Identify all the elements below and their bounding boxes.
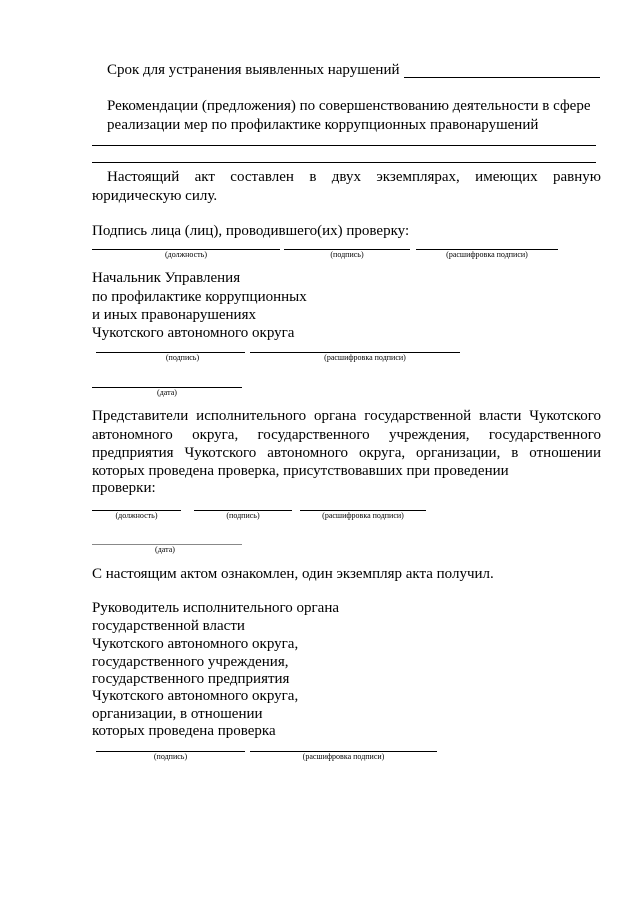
acknowledgement-text: С настоящим актом ознакомлен, один экземпляр акта получил.: [92, 566, 494, 582]
org-head-line-5: государственного предприятия: [92, 671, 290, 687]
department-head-line-2: по профилактике коррупционных: [92, 289, 307, 305]
representatives-line-3: предприятия Чукотского автономного округа, организации, в отношении: [92, 445, 601, 461]
recommendations-line-1: Рекомендации (предложения) по совершенствованию деятельности в сфере: [107, 98, 591, 114]
inspector-heading: Подпись лица (лиц), проводившего(их) проверку:: [92, 223, 410, 239]
org-head-line-7: организации, в отношении: [92, 706, 263, 722]
org-head-line-1: Руководитель исполнительного органа: [92, 600, 340, 616]
recommendations-fill-line-1: [92, 145, 596, 146]
inspector-signature-caption: (подпись): [330, 250, 364, 259]
inspector-decoding-caption: (расшифровка подписи): [446, 250, 528, 259]
representatives-line-2: автономного округа, государственного учреждения, государственного: [92, 427, 601, 443]
recommendations-fill-line-2: [92, 162, 596, 163]
representatives-signature-caption: (подпись): [226, 511, 260, 520]
representatives-decoding-caption: (расшифровка подписи): [322, 511, 404, 520]
deadline-label: Срок для устранения выявленных нарушений: [107, 62, 400, 78]
representatives-line-4: которых проведена проверка, присутствовавших при проведении: [92, 463, 509, 479]
org-head-line-3: Чукотского автономного округа,: [92, 636, 299, 652]
department-head-signature-caption: (подпись): [165, 353, 200, 362]
org-head-line-2: государственной власти: [92, 618, 245, 634]
org-head-signature-caption: (подпись): [153, 752, 188, 761]
department-head-line-4: Чукотского автономного округа: [92, 325, 295, 341]
inspector-position-caption: (должность): [165, 250, 207, 259]
department-head-line-3: и иных правонарушениях: [92, 307, 256, 323]
org-head-decoding-caption: (расшифровка подписи): [302, 752, 385, 761]
department-head-line-1: Начальник Управления: [92, 270, 241, 286]
copies-line-1: Настоящий акт составлен в двух экземплярах, имеющих равную: [107, 169, 601, 185]
representatives-position-caption: (должность): [115, 511, 158, 520]
representatives-date-caption: (дата): [155, 545, 175, 554]
copies-line-2: юридическую силу.: [92, 188, 218, 204]
department-head-decoding-caption: (расшифровка подписи): [324, 353, 406, 362]
deadline-field-line: [404, 77, 600, 78]
representatives-line-5: проверки:: [92, 480, 156, 496]
org-head-line-6: Чукотского автономного округа,: [92, 688, 299, 704]
org-head-line-4: государственного учреждения,: [92, 654, 289, 670]
recommendations-line-2: реализации мер по профилактике коррупционных правонарушений: [107, 117, 539, 133]
org-head-line-8: которых проведена проверка: [92, 723, 276, 739]
department-head-date-caption: (дата): [157, 388, 177, 397]
representatives-line-1: Представители исполнительного органа государственной власти Чукотского: [92, 408, 601, 424]
